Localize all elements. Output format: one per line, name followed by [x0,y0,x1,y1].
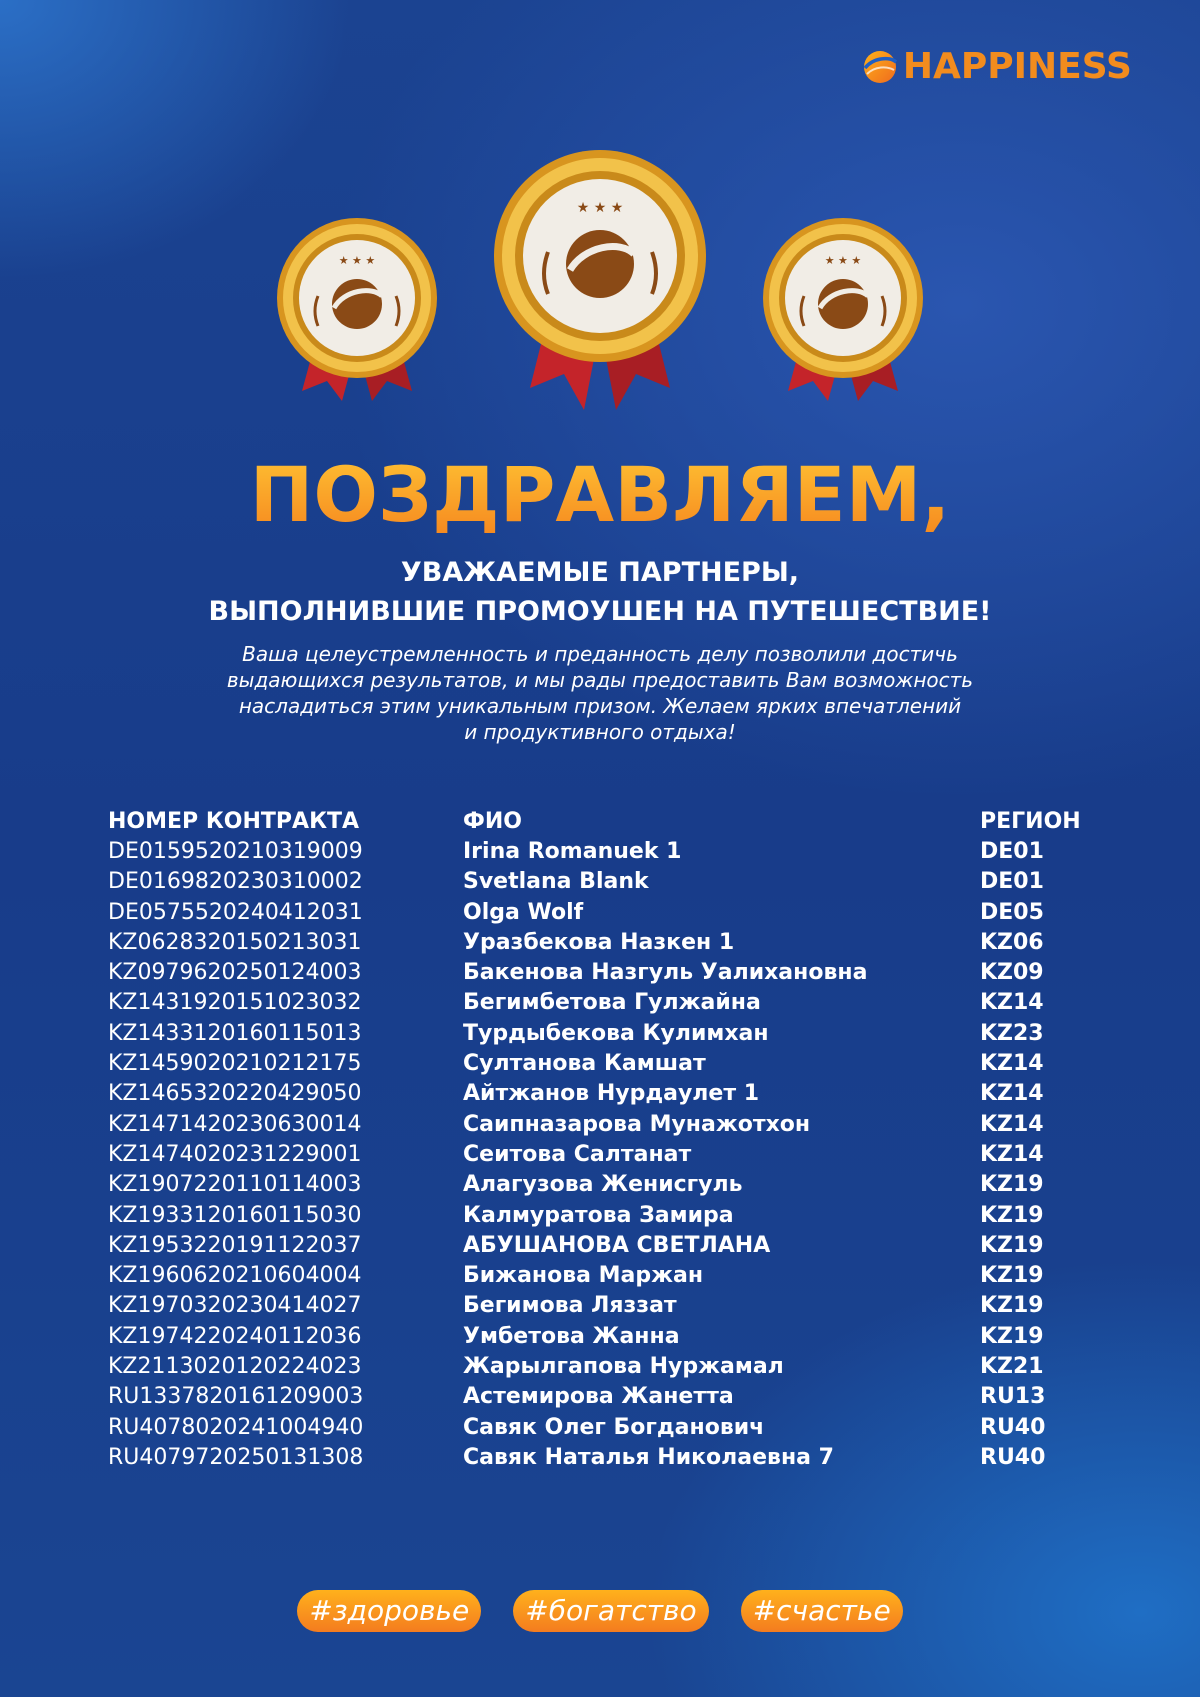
region-cell: KZ19 [980,1232,1044,1258]
contract-cell: RU4078020241004940 [108,1414,364,1440]
name-cell: Савяк Наталья Николаевна 7 [463,1444,834,1470]
header-region: РЕГИОН [980,808,1081,834]
name-cell: Жарылгапова Нуржамал [463,1353,784,1379]
table-row [108,927,1108,957]
table-header-row [108,806,1108,836]
region-cell: KZ14 [980,1141,1044,1167]
intro-text [150,641,1050,745]
region-cell: RU40 [980,1414,1046,1440]
table-row [108,1200,1108,1230]
name-cell: Алагузова Женисгуль [463,1172,743,1198]
contract-cell: RU4079720250131308 [108,1444,364,1470]
contract-cell: KZ1933120160115030 [108,1202,362,1228]
region-cell: RU40 [980,1444,1046,1470]
contract-cell: DE0169820230310002 [108,869,363,895]
brand-logo [861,46,1132,87]
name-cell: Бегимова Ляззат [463,1293,677,1319]
subtitle-line-1: УВАЖАЕМЫЕ ПАРТНЕРЫ, [400,557,800,588]
contract-cell: KZ1459020210212175 [108,1051,362,1077]
contract-cell: DE0575520240412031 [108,899,363,925]
brand-name: HAPPINESS [902,46,1132,87]
name-cell: Уразбекова Назкен 1 [463,929,735,955]
name-cell: Савяк Олег Богданович [463,1414,765,1440]
contract-cell: KZ1431920151023032 [108,990,362,1016]
svg-text:★ ★ ★: ★ ★ ★ [576,200,624,216]
medal-left [272,216,442,401]
table-row [108,1260,1108,1290]
region-cell: KZ14 [980,990,1044,1016]
svg-text:★ ★ ★: ★ ★ ★ [338,254,376,267]
contract-cell: KZ1970320230414027 [108,1293,362,1319]
name-cell: Irina Romanuek 1 [463,838,682,864]
name-cell: АБУШАНОВА СВЕТЛАНА [463,1232,771,1258]
name-cell: Svetlana Blank [463,869,649,895]
region-cell: DE01 [980,838,1044,864]
contract-cell: RU1337820161209003 [108,1384,364,1410]
region-cell: KZ19 [980,1202,1044,1228]
table-row [108,1442,1108,1472]
table-row [108,1382,1108,1412]
page-subtitle [0,553,1200,631]
region-cell: DE01 [980,869,1044,895]
name-cell: Айтжанов Нурдаулет 1 [463,1081,760,1107]
region-cell: KZ19 [980,1293,1044,1319]
contract-cell: KZ1974220240112036 [108,1323,362,1349]
name-cell: Калмуратова Замира [463,1202,734,1228]
table-row [108,867,1108,897]
region-cell: RU13 [980,1384,1046,1410]
contract-cell: KZ0628320150213031 [108,929,362,955]
region-cell: KZ14 [980,1081,1044,1107]
name-cell: Турдыбекова Кулимхан [463,1020,769,1046]
table-row [108,1109,1108,1139]
intro-line-3: насладиться этим уникальным призом. Желаем ярких впечатлений [238,694,962,718]
name-cell: Бижанова Маржан [463,1263,704,1289]
name-cell: Султанова Камшат [463,1051,706,1077]
table-row [108,836,1108,866]
globe-logo-icon [861,48,899,86]
contract-cell: KZ1960620210604004 [108,1263,362,1289]
table-row [108,1412,1108,1442]
hashtags [0,1590,1200,1632]
contract-cell: KZ2113020120224023 [108,1353,362,1379]
hashtag-wealth: #богатство [513,1590,708,1632]
table-row [108,1230,1108,1260]
winners-table [108,806,1108,1473]
region-cell: KZ19 [980,1323,1044,1349]
name-cell: Бакенова Назгуль Уалихановна [463,960,868,986]
table-row [108,897,1108,927]
region-cell: KZ14 [980,1051,1044,1077]
contract-cell: KZ0979620250124003 [108,960,362,986]
table-row [108,1321,1108,1351]
intro-line-4: и продуктивного отдыха! [464,720,736,744]
name-cell: Саипназарова Мунажотхон [463,1111,811,1137]
region-cell: KZ19 [980,1172,1044,1198]
table-row [108,988,1108,1018]
table-row [108,1139,1108,1169]
contract-cell: KZ1474020231229001 [108,1141,362,1167]
contract-cell: KZ1465320220429050 [108,1081,362,1107]
name-cell: Бегимбетова Гулжайна [463,990,761,1016]
contract-cell: KZ1433120160115013 [108,1020,362,1046]
name-cell: Olga Wolf [463,899,584,925]
region-cell: KZ23 [980,1020,1044,1046]
medals-group [0,140,1200,420]
table-row [108,1170,1108,1200]
contract-cell: KZ1471420230630014 [108,1111,362,1137]
table-body [108,836,1108,1472]
intro-line-1: Ваша целеустремленность и преданность делу позволили достичь [242,642,958,666]
hashtag-health: #здоровье [297,1590,481,1632]
page-title: ПОЗДРАВЛЯЕМ, [0,450,1200,539]
header-name: ФИО [463,808,522,834]
intro-line-2: выдающихся результатов, и мы рады предоставить Вам возможность [226,668,974,692]
contract-cell: KZ1907220110114003 [108,1172,362,1198]
table-row [108,1351,1108,1381]
region-cell: KZ19 [980,1263,1044,1289]
table-row [108,1079,1108,1109]
region-cell: KZ21 [980,1353,1044,1379]
table-row [108,1048,1108,1078]
hashtag-happiness: #счастье [741,1590,903,1632]
name-cell: Умбетова Жанна [463,1323,680,1349]
contract-cell: DE0159520210319009 [108,838,363,864]
medal-center [492,148,708,410]
contract-cell: KZ1953220191122037 [108,1232,362,1258]
name-cell: Сеитова Салтанат [463,1141,692,1167]
subtitle-line-2: ВЫПОЛНИВШИЕ ПРОМОУШЕН НА ПУТЕШЕСТВИЕ! [208,596,992,627]
table-row [108,1291,1108,1321]
name-cell: Астемирова Жанетта [463,1384,734,1410]
region-cell: DE05 [980,899,1044,925]
region-cell: KZ06 [980,929,1044,955]
table-row [108,957,1108,987]
svg-text:★ ★ ★: ★ ★ ★ [824,254,862,267]
table-row [108,1018,1108,1048]
region-cell: KZ14 [980,1111,1044,1137]
medal-right [758,216,928,401]
region-cell: KZ09 [980,960,1044,986]
header-contract: НОМЕР КОНТРАКТА [108,808,360,834]
